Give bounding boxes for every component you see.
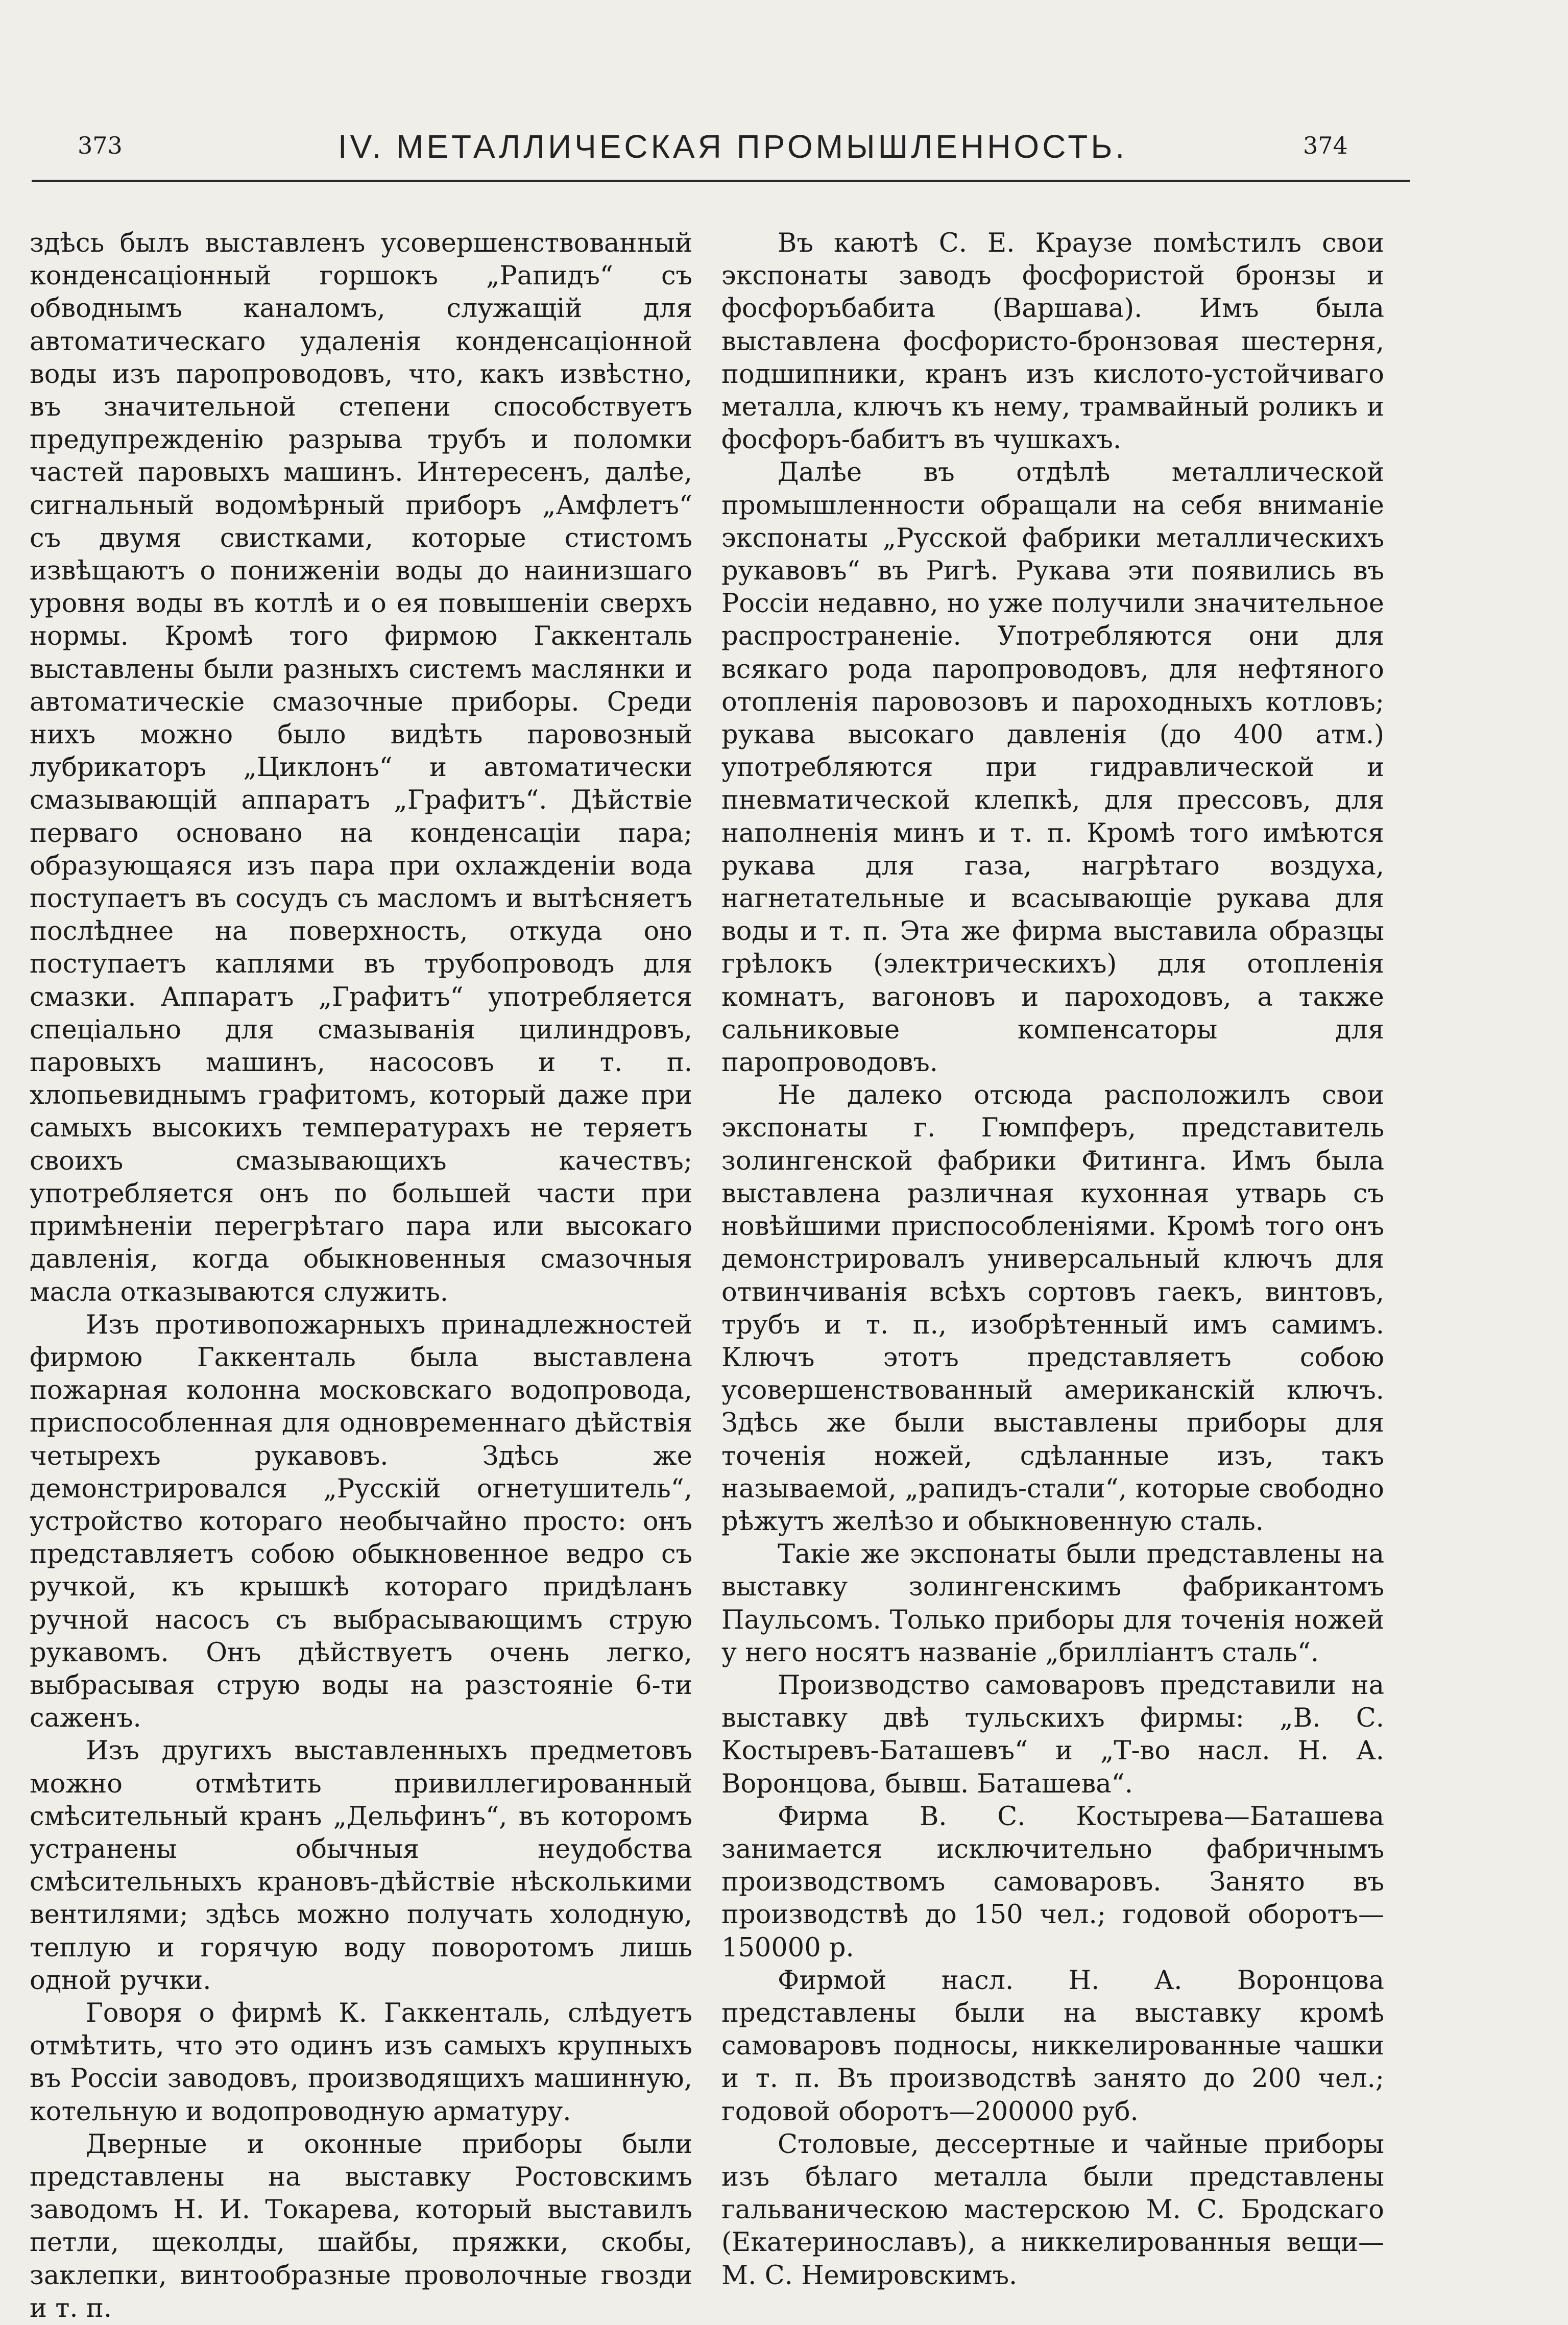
paragraph: Говоря о фирмѣ К. Гаккенталь, слѣдуетъ отмѣтить, что это одинъ изъ самыхъ крупныхъ въ Россіи заводовъ, производящихъ машинную, котельную и водопроводную арматуру. (30, 1998, 692, 2127)
paragraph: Изъ другихъ выставленныхъ предметовъ можно отмѣтить привиллегированный смѣсительный кранъ „Дельфинъ“, въ которомъ устранены обычныя неудобства смѣсительныхъ крановъ-дѣйствіе нѣсколькими вентилями; здѣсь можно получать холодную, теплую и горячую воду поворотомъ лишь одной ручки. (30, 1736, 692, 1996)
paragraph: Изъ противопожарныхъ принадлежностей фирмою Гаккенталь была выставлена пожарная колонна московскаго водопровода, приспособленная для одновременнаго дѣйствія четырехъ рукавовъ. Здѣсь же демонстрировался „Русскій огнетушитель“, устройство котораго необычайно просто: онъ представляетъ собою обыкновенное ведро съ ручкой, къ крышкѣ котораго придѣланъ ручной насосъ съ выбрасывающимъ струю рукавомъ. Онъ дѣйствуетъ очень легко, выбрасывая струю воды на разстояніе 6-ти саженъ. (30, 1310, 692, 1734)
page-number-left: 373 (78, 132, 123, 159)
paragraph: Фирма В. С. Костырева—Баташева занимается исключительно фабричнымъ производствомъ самоваровъ. Занято въ производствѣ до 150 чел.; годовой оборотъ—150000 р. (721, 1801, 1384, 1963)
paragraph: Далѣе въ отдѣлѣ металлической промышленности обращали на себя вниманіе экспонаты „Русской фабрики металлическихъ рукавовъ“ въ Ригѣ. Рукава эти появились въ Россіи недавно, но уже получили значительное распространеніе. Употребляются они для всякаго рода паропроводовъ, для нефтяного отопленія паровозовъ и пароходныхъ котловъ; рукава высокаго давленія (до 400 атм.) употребляются при гидравлической и пневматической клепкѣ, для прессовъ, для наполненія минъ и т. п. Кромѣ того имѣются рукава для газа, нагрѣтаго воздуха, нагнетательные и всасывающіе рукава для воды и т. п. Эта же фирма выставила образцы грѣлокъ (электрическихъ) для отопленія комнатъ, вагоновъ и пароходовъ, а также сальниковые компенсаторы для паропроводовъ. (721, 457, 1384, 1078)
paragraph: здѣсь былъ выставленъ усовершенствованный конденсаціонный горшокъ „Рапидъ“ съ обводнымъ каналомъ, служащій для автоматическаго удаленія конденсаціонной воды изъ паропроводовъ, что, какъ извѣстно, въ значительной степени способствуетъ предупрежденію разрыва трубъ и поломки частей паровыхъ машинъ. Интересенъ, далѣе, сигнальный водомѣрный приборъ „Амфлетъ“ съ двумя свистками, которые стистомъ извѣщаютъ о пониженіи воды до наинизшаго уровня воды въ котлѣ и о ея повышеніи сверхъ нормы. Кромѣ того фирмою Гаккенталь выставлены были разныхъ системъ маслянки и автоматическіе смазочные приборы. Среди нихъ можно было видѣть паровозный лубрикаторъ „Циклонъ“ и автоматически смазывающій аппаратъ „Графитъ“. Дѣйствіе перваго основано на конденсаціи пара; образующаяся изъ пара при охлажденіи вода поступаетъ въ сосудъ съ масломъ и вытѣсняетъ послѣднее на поверхность, откуда оно поступаетъ каплями въ трубопроводъ для смазки. Аппаратъ „Графитъ“ употребляется спеціально для смазыванія цилиндровъ, паровыхъ машинъ, насосовъ и т. п. хлопьевиднымъ графитомъ, который даже при самыхъ высокихъ температурахъ не теряетъ своихъ смазывающихъ качествъ; употребляется онъ по большей части при примѣненіи перегрѣтаго пара или высокаго давленія, когда обыкновенныя смазочныя масла отказываются служить. (30, 228, 692, 1307)
paragraph: Дверные и оконные приборы были представлены на выставку Ростовскимъ заводомъ Н. И. Токарева, который выставилъ петли, щеколды, шайбы, пряжки, скобы, заклепки, винтообразные проволочные гвозди и т. п. (30, 2129, 692, 2323)
paragraph: Въ каютѣ С. Е. Краузе помѣстилъ свои экспонаты заводъ фосфористой бронзы и фосфоръбабита (Варшава). Имъ была выставлена фосфористо-бронзовая шестерня, подшипники, кранъ изъ кислото-устойчиваго металла, ключъ къ нему, трамвайный роликъ и фосфоръ-бабитъ въ чушкахъ. (721, 228, 1384, 455)
left-column (30, 227, 692, 2325)
header-rule (32, 180, 1410, 182)
running-title: IV. МЕТАЛЛИЧЕСКАЯ ПРОМЫШЛЕННОСТЬ. (337, 128, 1128, 165)
paragraph: Фирмой насл. Н. А. Воронцова представлены были на выставку кромѣ самоваровъ подносы, никкелированные чашки и т. п. Въ производствѣ занято до 200 чел.; годовой оборотъ—200000 руб. (721, 1965, 1384, 2127)
right-column (721, 227, 1384, 2292)
paragraph: Такіе же экспонаты были представлены на выставку золингенскимъ фабрикантомъ Паульсомъ. Только приборы для точенія ножей у него носятъ названіе „бриллiантъ сталь“. (721, 1539, 1384, 1668)
paragraph: Не далеко отсюда расположилъ свои экспонаты г. Гюмпферъ, представитель золингенской фабрики Фитинга. Имъ была выставлена различная кухонная утварь съ новѣйшими приспособленіями. Кромѣ того онъ демонстрировалъ универсальный ключъ для отвинчиванія всѣхъ сортовъ гаекъ, винтовъ, трубъ и т. п., изобрѣтенный имъ самимъ. Ключъ этотъ представляетъ собою усовершенствованный американскій ключъ. Здѣсь же были выставлены приборы для точенія ножей, сдѣланные изъ, такъ называемой, „рапидъ-стали“, которые свободно рѣжутъ желѣзо и обыкновенную сталь. (721, 1080, 1384, 1537)
paragraph: Производство самоваровъ представили на выставку двѣ тульскихъ фирмы: „В. С. Костыревъ-Баташевъ“ и „Т-во насл. Н. А. Воронцова, бывш. Баташева“. (721, 1670, 1384, 1799)
page-number-right: 374 (1303, 132, 1348, 159)
paragraph: Столовые, дессертные и чайные приборы изъ бѣлаго металла были представлены гальваническою мастерскою М. С. Бродскаго (Екатеринославъ), а никкелированныя вещи—М. С. Немировскимъ. (721, 2129, 1384, 2291)
